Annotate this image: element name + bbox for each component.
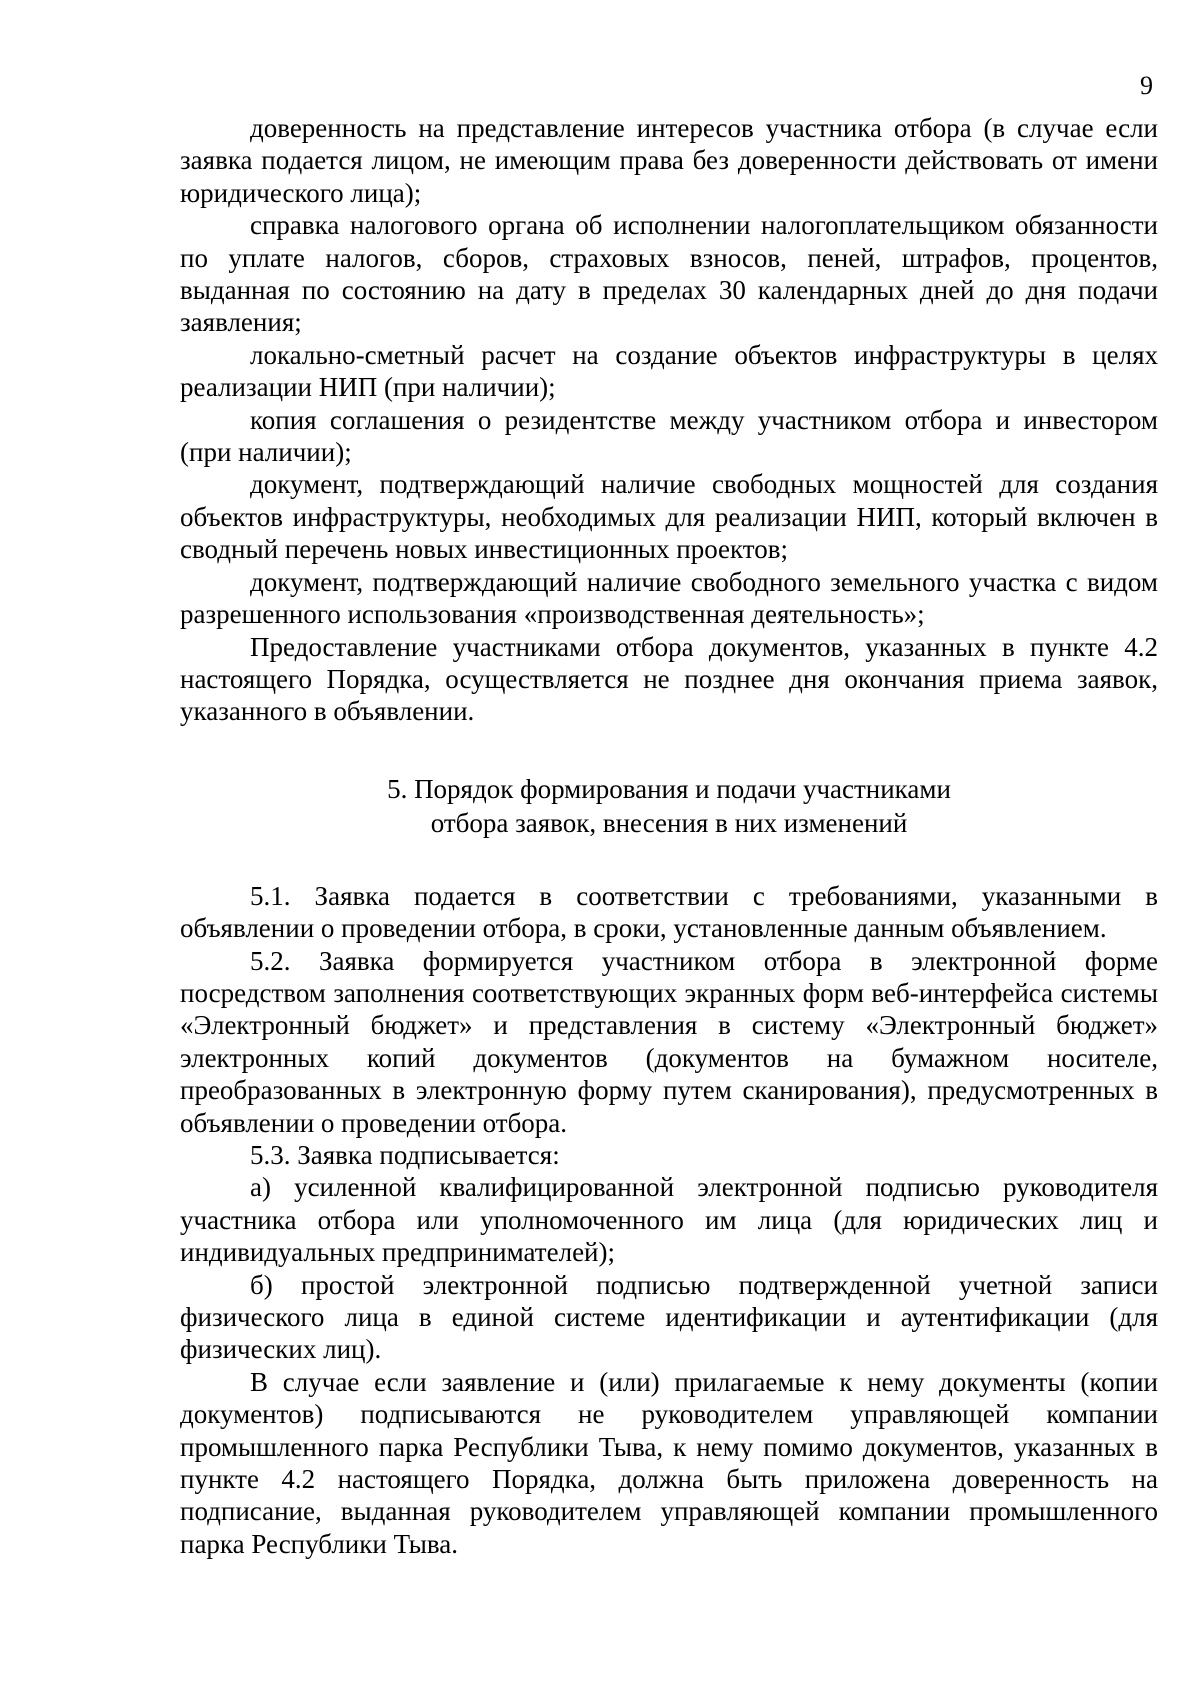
paragraph-5-3-b: б) простой электронной подписью подтвержденной учетной записи физического лица в единой системе идентификации и аутентификации (для физических лиц). xyxy=(180,1269,1158,1365)
section-heading-line-1: 5. Порядок формирования и подачи участниками xyxy=(387,773,951,804)
paragraph-power-of-attorney-signing: В случае если заявление и (или) прилагаемые к нему документы (копии документов) подписываются не руководителем управляющей компании промышленного парка Республики Тыва, к нему помимо документов, указанных в пункте 4.2 настоящего Порядка, должна быть приложена доверенность на подписание, выданная руководителем управляющей компании промышленного парка Республики Тыва. xyxy=(180,1366,1158,1559)
document-body xyxy=(180,112,1158,1560)
section-heading-line-2: отбора заявок, внесения в них изменений xyxy=(430,807,908,838)
paragraph-power-of-attorney: доверенность на представление интересов участника отбора (в случае если заявка подается лицом, не имеющим права без доверенности действовать от имени юридического лица); xyxy=(180,113,1158,208)
paragraph-5-3: 5.3. Заявка подписывается: xyxy=(250,1139,560,1170)
paragraph-tax-certificate: справка налогового органа об исполнении налогоплательщиком обязанности по уплате налогов, сборов, страховых взносов, пеней, штрафов, процентов, выданная по состоянию на дату в пределах 30 календарных дней до дня подачи заявления; xyxy=(180,210,1158,338)
paragraph-5-3-a: а) усиленной квалифицированной электронной подписью руководителя участника отбора или уполномоченного им лица (для юридических лиц и индивидуальных предпринимателей); xyxy=(180,1172,1158,1268)
paragraph-free-capacity: документ, подтверждающий наличие свободных мощностей для создания объектов инфраструктуры, необходимых для реализации НИП, который включен в сводный перечень новых инвестиционных проектов; xyxy=(180,469,1158,565)
paragraph-submission-deadline: Предоставление участниками отбора документов, указанных в пункте 4.2 настоящего Порядка, осуществляется не позднее дня окончания приема заявок, указанного в объявлении. xyxy=(180,631,1158,727)
paragraph-land-plot: документ, подтверждающий наличие свободного земельного участка с видом разрешенного использования «производственная деятельность»; xyxy=(180,566,1158,630)
paragraph-residency-agreement: копия соглашения о резидентстве между участником отбора и инвестором (при наличии); xyxy=(180,404,1158,468)
paragraph-5-2: 5.2. Заявка формируется участником отбора в электронной форме посредством заполнения соответствующих экранных форм веб-интерфейса системы «Электронный бюджет» и представления в систему «Электронный бюджет» электронных копий документов (документов на бумажном носителе, преобразованных в электронную форму путем сканирования), предусмотренных в объявлении о проведении отбора. xyxy=(180,945,1158,1138)
page-number: 9 xyxy=(1140,71,1153,100)
section-heading xyxy=(180,772,1158,840)
paragraph-5-1: 5.1. Заявка подается в соответствии с требованиями, указанными в объявлении о проведении отбора, в сроки, установленные данным объявлением. xyxy=(180,880,1158,944)
paragraph-cost-estimate: локально-сметный расчет на создание объектов инфраструктуры в целях реализации НИП (при наличии); xyxy=(180,339,1158,403)
